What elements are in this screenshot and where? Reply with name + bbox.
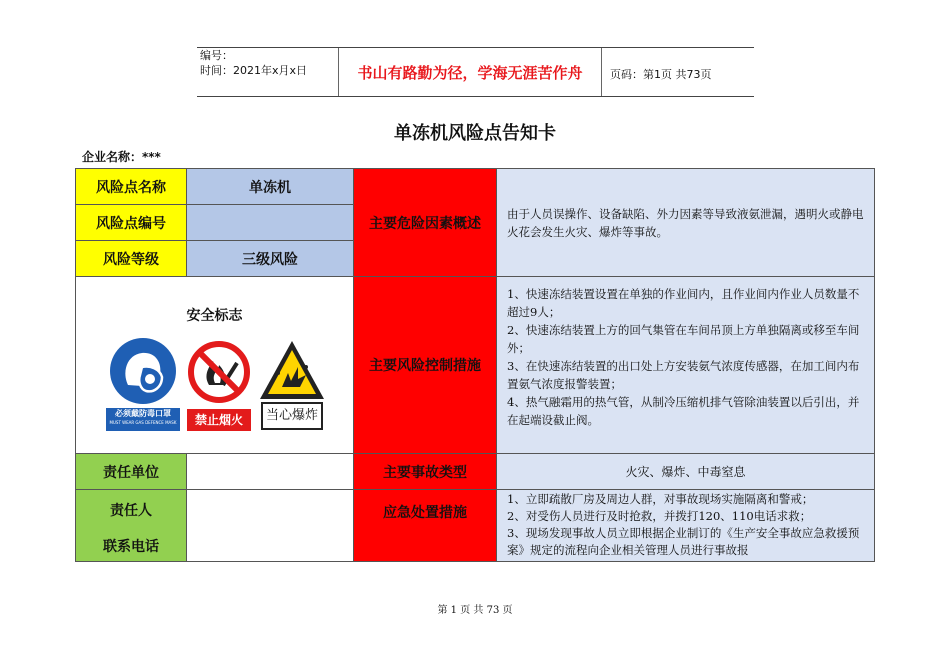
explosion-sign <box>258 337 326 431</box>
level-label: 风险等级 <box>75 240 187 277</box>
number-label: 编号： <box>200 49 233 62</box>
point-no-value <box>186 204 354 241</box>
control-item: 1、快速冻结装置设置在单独的作业间内，且作业间内作业人员数量不超过9人； <box>507 287 860 319</box>
unit-value <box>186 453 354 490</box>
mask-sign <box>106 335 180 431</box>
hazard-label: 主要危险因素概述 <box>353 168 497 277</box>
control-item: 2、快速冻结装置上方的回气集管在车间吊顶上方单独隔离或移至车间外； <box>507 323 860 355</box>
phone-label: 联系电话 <box>103 539 159 555</box>
emergency-item: 3、现场发现事故人员立即根据企业制订的《生产安全事故应急救援预案》规定的流程向企业相关管理人员进行事故报 <box>507 526 860 557</box>
unit-label: 责任单位 <box>75 453 187 490</box>
time-text: 时间：2021年x月x日 <box>200 64 308 77</box>
mask-caption: 必须戴防毒口罩 <box>115 409 171 418</box>
accident-label: 主要事故类型 <box>353 453 497 490</box>
person-phone-label <box>75 489 187 562</box>
emergency-label: 应急处置措施 <box>353 489 497 562</box>
point-name-value: 单冻机 <box>186 168 354 205</box>
control-list <box>497 277 874 429</box>
safety-sign-label: 安全标志 <box>186 308 243 324</box>
page-title: 单冻机风险点告知卡 <box>394 123 556 144</box>
header-divider <box>601 48 602 96</box>
control-label: 主要风险控制措施 <box>353 276 497 454</box>
no-fire-sign <box>185 339 253 431</box>
mask-caption-en: MUST WEAR GAS DEFENCE MASK <box>109 420 177 425</box>
accident-value: 火灾、爆炸、中毒窒息 <box>496 453 875 490</box>
emergency-cell <box>496 489 875 562</box>
person-phone-value <box>186 489 354 562</box>
explosion-caption: 当心爆炸 <box>265 408 318 423</box>
company-label: 企业名称：*** <box>82 150 161 164</box>
safety-sign-cell <box>75 276 354 454</box>
control-item: 3、在快速冻结装置的出口处上方安装氨气浓度传感器，在加工间内布置氨气浓度报警装置； <box>507 359 860 391</box>
control-cell <box>496 276 875 454</box>
emergency-list <box>497 490 874 559</box>
header-meta <box>200 48 307 78</box>
hazard-cell <box>496 168 875 277</box>
person-label: 责任人 <box>110 503 152 519</box>
no-fire-caption: 禁止烟火 <box>194 413 243 427</box>
emergency-item: 2、对受伤人员进行及时抢救，并拨打120、110电话求救； <box>507 509 812 523</box>
header-motto: 书山有路勤为径，学海无涯苦作舟 <box>357 63 583 82</box>
level-value: 三级风险 <box>186 240 354 277</box>
hazard-text: 由于人员误操作、设备缺陷、外力因素等导致液氨泄漏，遇明火或静电火花会发生火灾、爆炸等事故。 <box>507 206 864 239</box>
header-page-code: 页码：第1页 共73页 <box>610 68 712 81</box>
point-no-label: 风险点编号 <box>75 204 187 241</box>
point-name-label: 风险点名称 <box>75 168 187 205</box>
emergency-item: 1、立即疏散厂房及周边人群，对事故现场实施隔离和警戒； <box>507 492 814 506</box>
control-item: 4、热气融霜用的热气管，从制冷压缩机排气管除油装置以后引出，并在起端设截止阀。 <box>507 395 860 427</box>
page-footer: 第 1 页 共 73 页 <box>437 605 513 616</box>
